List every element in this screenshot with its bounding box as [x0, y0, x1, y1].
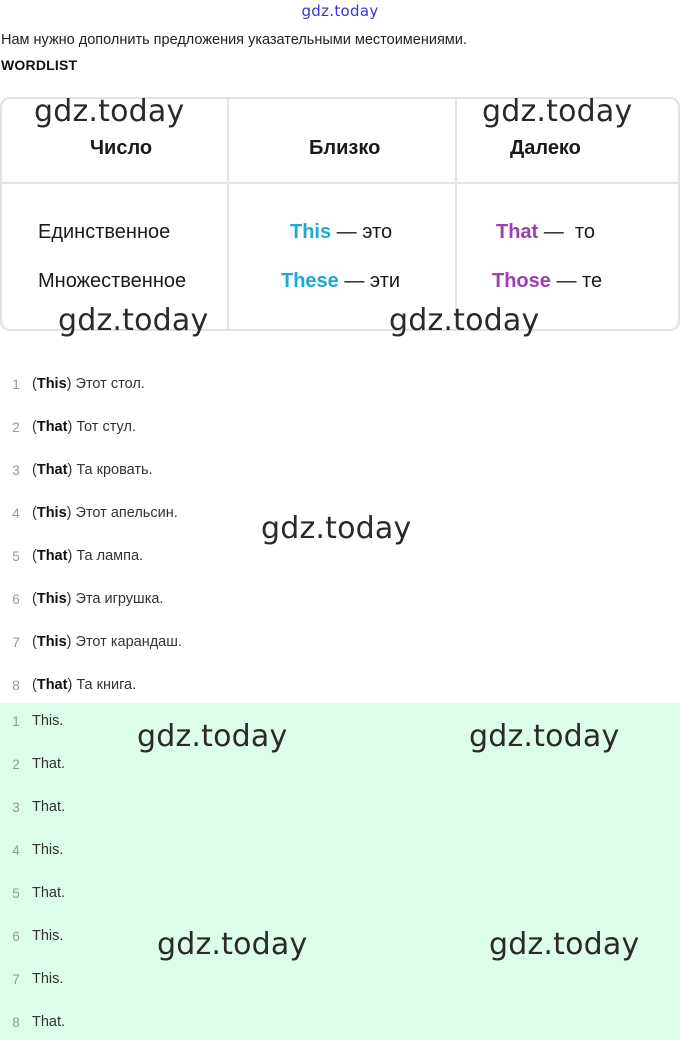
near-translation: — эти — [338, 270, 401, 292]
list-item — [0, 460, 153, 480]
header-far: Далеко — [510, 137, 581, 159]
answer-text: This. — [32, 713, 64, 729]
item-number: 6 — [12, 928, 20, 944]
watermark: gdz.today — [489, 927, 640, 962]
answers-panel — [0, 703, 680, 1040]
item-number: 8 — [12, 1014, 20, 1030]
item-text: (That) Та кровать. — [32, 462, 153, 478]
list-item — [0, 675, 136, 695]
item-text: (That) Та книга. — [32, 677, 137, 693]
answer-item — [0, 840, 63, 860]
answer-item — [0, 711, 63, 731]
watermark: gdz.today — [261, 511, 412, 546]
item-number: 7 — [12, 971, 20, 987]
watermark: gdz.today — [482, 94, 633, 129]
list-item — [0, 546, 143, 566]
list-item — [0, 503, 178, 523]
pronoun-table — [0, 97, 680, 331]
answer-text: This. — [32, 842, 64, 858]
item-text: (That) Та лампа. — [32, 548, 144, 564]
answer-item — [0, 969, 63, 989]
item-number: 6 — [12, 591, 20, 607]
row-number-singular: Единственное — [38, 221, 171, 243]
item-number: 8 — [12, 677, 20, 693]
near-translation: — это — [331, 221, 393, 243]
item-number: 5 — [12, 548, 20, 564]
watermark: gdz.today — [137, 719, 288, 754]
answer-item — [0, 1012, 65, 1032]
watermark: gdz.today — [34, 94, 185, 129]
watermark: gdz.today — [58, 303, 209, 338]
header-number: Число — [90, 137, 153, 159]
watermark: gdz.today — [157, 927, 308, 962]
answer-item — [0, 883, 65, 903]
answer-text: That. — [32, 885, 66, 901]
list-item — [0, 589, 163, 609]
item-number: 3 — [12, 799, 20, 815]
watermark: gdz.today — [469, 719, 620, 754]
table-divider — [455, 99, 457, 329]
answer-text: This. — [32, 928, 64, 944]
list-item — [0, 632, 182, 652]
answer-text: That. — [32, 799, 66, 815]
row-far-plural — [492, 270, 602, 293]
item-number: 2 — [12, 756, 20, 772]
wordlist-heading: WORDLIST — [1, 57, 78, 73]
row-number-plural: Множественное — [38, 270, 187, 292]
row-near-singular — [290, 221, 392, 244]
item-text: (That) Тот стул. — [32, 419, 136, 435]
site-link[interactable]: gdz.today — [301, 2, 379, 20]
far-word: Those — [492, 270, 551, 292]
answer-item — [0, 754, 65, 774]
list-item — [0, 417, 136, 437]
near-word: These — [281, 270, 339, 292]
answer-item — [0, 797, 65, 817]
task-text: Нам нужно дополнить предложения указательными местоимениями. — [1, 32, 467, 48]
answer-text: That. — [32, 756, 66, 772]
row-near-plural — [281, 270, 400, 293]
item-text: (This) Эта игрушка. — [32, 591, 164, 607]
answer-text: This. — [32, 971, 64, 987]
item-number: 1 — [12, 376, 20, 392]
row-far-singular — [496, 221, 595, 244]
header-near: Близко — [309, 137, 381, 159]
answer-item — [0, 926, 63, 946]
item-number: 3 — [12, 462, 20, 478]
near-word: This — [290, 221, 332, 243]
far-translation: — те — [550, 270, 603, 292]
table-divider — [2, 182, 678, 184]
item-number: 2 — [12, 419, 20, 435]
list-item — [0, 374, 145, 394]
answer-text: That. — [32, 1014, 66, 1030]
far-word: That — [496, 221, 539, 243]
table-divider — [227, 99, 229, 329]
item-number: 4 — [12, 505, 20, 521]
item-number: 1 — [12, 713, 20, 729]
item-number: 5 — [12, 885, 20, 901]
item-text: (This) Этот апельсин. — [32, 505, 178, 521]
far-translation: — то — [538, 221, 595, 243]
watermark: gdz.today — [389, 303, 540, 338]
item-text: (This) Этот карандаш. — [32, 634, 182, 650]
item-text: (This) Этот стол. — [32, 376, 145, 392]
item-number: 4 — [12, 842, 20, 858]
item-number: 7 — [12, 634, 20, 650]
